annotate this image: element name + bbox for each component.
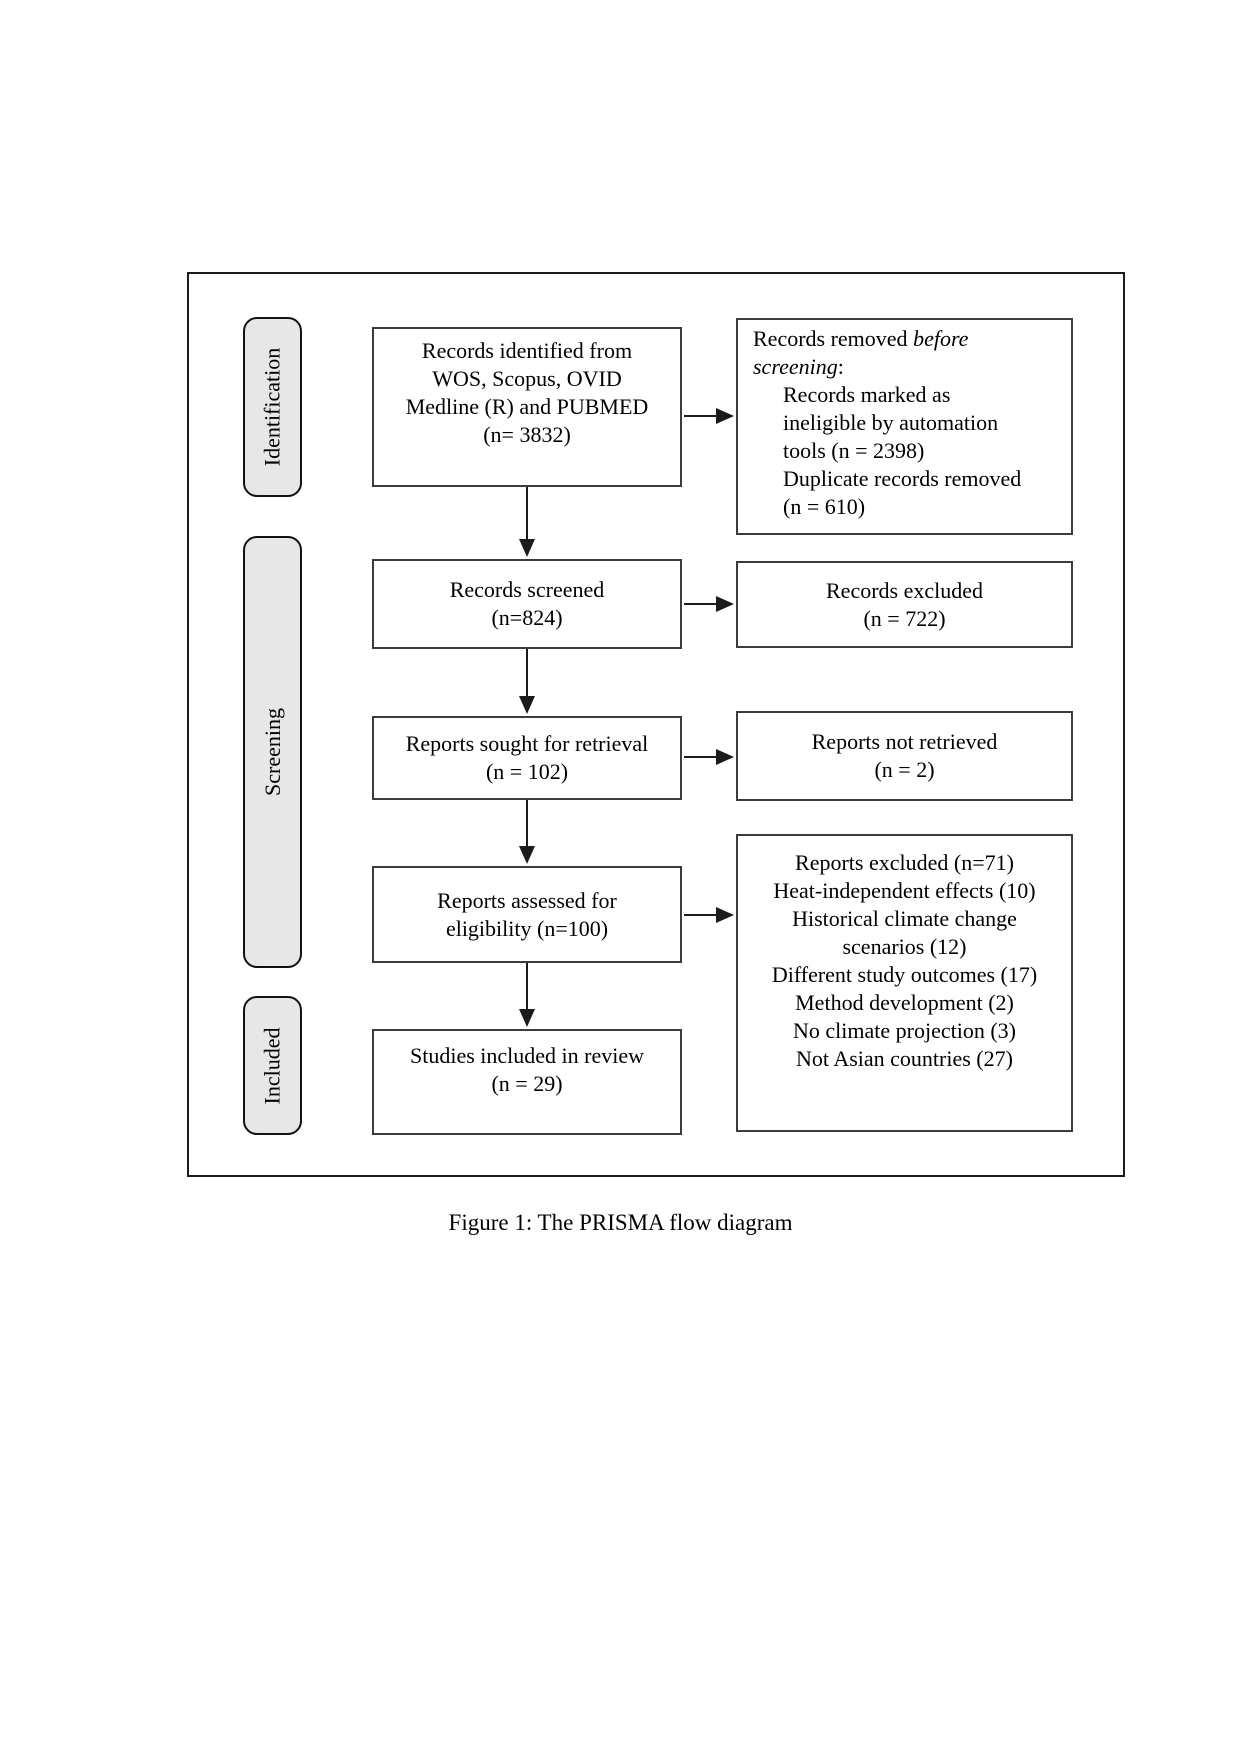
box-records-screened xyxy=(372,559,682,649)
text-segment-italic: before xyxy=(913,326,969,351)
box-text-line: (n = 2) xyxy=(874,757,935,782)
stage-label: Identification xyxy=(259,347,285,467)
box-text-line: Historical climate change xyxy=(792,906,1017,931)
box-text-line: Records identified from xyxy=(421,338,633,363)
box-text-line: ineligible by automation xyxy=(783,410,999,435)
box-text-line: Records excluded xyxy=(826,577,983,603)
box-text-line: Duplicate records removed xyxy=(783,466,1022,491)
box-text-line: Reports excluded (n=71) xyxy=(795,850,1014,875)
text-segment: : xyxy=(837,354,844,379)
stage-identification xyxy=(243,317,302,497)
text-segment: Records removed xyxy=(753,326,914,351)
box-text-line: Records screened xyxy=(449,577,605,602)
figure-caption: Figure 1: The PRISMA flow diagram xyxy=(448,1210,793,1235)
box-reports-assessed xyxy=(372,866,682,963)
box-text-line: No climate projection (3) xyxy=(793,1018,1016,1043)
box-text-line: Reports sought for retrieval xyxy=(405,731,649,756)
box-text-line: Heat-independent effects (10) xyxy=(773,878,1036,903)
box-reports-not-retrieved xyxy=(736,711,1073,801)
box-records-excluded xyxy=(736,561,1073,648)
stage-included xyxy=(243,996,302,1135)
box-text-line: Studies included in review xyxy=(409,1043,644,1068)
box-text-line: (n = 102) xyxy=(485,759,569,784)
box-reports-excluded-reasons xyxy=(736,834,1073,1132)
stage-label: Screening xyxy=(259,708,285,796)
box-text-line: Not Asian countries (27) xyxy=(796,1046,1013,1071)
box-text-line: (n=824) xyxy=(491,605,563,630)
box-text-line: tools (n = 2398) xyxy=(783,438,925,463)
box-text-line: Different study outcomes (17) xyxy=(771,962,1038,987)
box-text-line: WOS, Scopus, OVID xyxy=(432,366,622,391)
box-text-line: (n= 3832) xyxy=(483,422,571,447)
stage-label: Included xyxy=(259,1027,285,1104)
box-text-line: Records marked as xyxy=(783,382,951,407)
box-text-line: (n = 722) xyxy=(863,605,946,631)
box-text-line: Reports assessed for xyxy=(437,887,617,913)
box-reports-sought xyxy=(372,716,682,800)
box-text-line xyxy=(753,325,1063,353)
removal-reasons-list xyxy=(753,381,1063,521)
box-studies-included xyxy=(372,1029,682,1135)
box-text-line: eligibility (n=100) xyxy=(445,915,609,941)
box-text-line: scenarios (12) xyxy=(842,934,967,959)
box-records-removed-before-screening xyxy=(736,318,1073,535)
box-text-line: (n = 610) xyxy=(783,494,866,519)
box-text-line: (n = 29) xyxy=(491,1071,563,1096)
box-text-line: Medline (R) and PUBMED xyxy=(405,394,649,419)
box-text-line: Reports not retrieved xyxy=(811,729,998,754)
box-text-line xyxy=(753,353,1063,381)
stage-screening xyxy=(243,536,302,968)
box-text-line: Method development (2) xyxy=(795,990,1014,1015)
box-records-identified xyxy=(372,327,682,487)
text-segment-italic: screening xyxy=(753,354,838,379)
